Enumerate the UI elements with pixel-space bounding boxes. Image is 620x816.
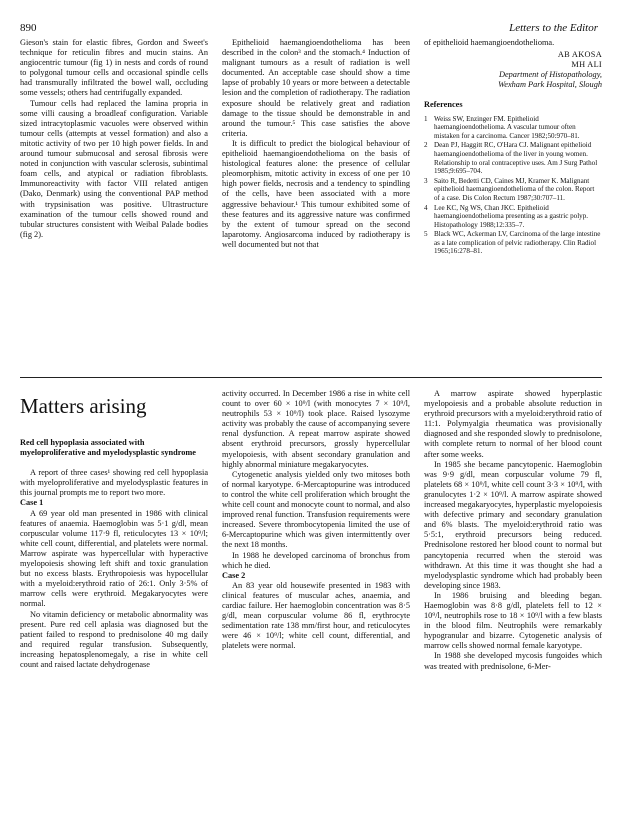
article-title: Red cell hypoplasia associated with myeloproliferative and myelodysplastic syndrome xyxy=(20,438,196,458)
reference-item xyxy=(424,115,602,141)
paragraph: In 1988 she developed mycosis fungoides which was treated with prednisolone, 6-Mer- xyxy=(424,651,602,671)
reference-text: Black WC, Ackerman LV, Carcinoma of the large intestine as a late complication of pelvic radiotherapy. Clin Radiol 1965;16:278–81. xyxy=(434,230,601,256)
case-heading: Case 1 xyxy=(20,498,44,508)
reference-number: 2 xyxy=(424,141,428,150)
section-title: Matters arising xyxy=(20,394,147,418)
paragraph: of epithelioid haemangioendothelioma. xyxy=(424,38,555,47)
reference-item xyxy=(424,204,602,230)
matters-column-1 xyxy=(20,438,208,670)
paragraph: It is difficult to predict the biological behaviour of epithelioid haemangioendothelioma on the basis of histological features alone: the presence of cellular pleomorphism, mitotic activity in excess of one per 10 high power fields, necrosis and a tendency to spindling of the cells, have been associated with a more aggressive behaviour.¹ This tumour exhibited some of these features and its aggressive nature was confirmed by the extent of tumour spread on the second laparotomy. Angiosarcoma induced by radiotherapy is well documented but not that xyxy=(222,138,410,249)
author-affiliation: Wexham Park Hospital, Slough xyxy=(498,80,602,90)
page-number: 890 xyxy=(20,22,37,34)
reference-text: Dean PJ, Haggitt RC, O'Hara CJ. Malignant epithelioid haemangioendothelioma of the liver in young women. Relationship to oral contraceptive uses. Am J Surg Pathol 1985;9:695–704. xyxy=(434,141,598,176)
author-name: MH ALI xyxy=(571,60,602,70)
paragraph: Cytogenetic analysis yielded only two mitoses both of normal karyotype. 6-Mercaptopurine was introduced to control the white cell proliferation which brought the white cell count and monocyte count to normal, and also improved renal function. Transfusion requirements were increased. Severe thrombocytopenia limited the use of 6-Mercaptopurine which was given intermittently over the next 18 months. xyxy=(222,469,411,550)
letter-column-1 xyxy=(20,38,208,240)
reference-item xyxy=(424,177,602,203)
letter-column-2 xyxy=(222,38,410,250)
reference-item xyxy=(424,230,602,256)
matters-column-2 xyxy=(222,389,410,651)
section-divider xyxy=(20,377,602,378)
letter-column-3 xyxy=(424,38,602,257)
reference-item xyxy=(424,141,602,175)
paragraph: A 69 year old man presented in 1986 with clinical features of anaemia. Haemoglobin was 5·1 g/dl, mean corpuscular volume 117·9 fl, reticulocytes 13 × 10⁹/l; white cell count, differential, and platelets were normal. Marrow aspirate was hypercellular with hyperactive myelopoiesis showing left shift and toxic granulation but no excess blasts. Erythropoiesis was hypocellular with a myeloid:erythroid ratio of 26:1. Only 3·5% of marrow cells were erythroid. Megakaryocytes were normal. xyxy=(20,508,208,609)
author-affiliation: Department of Histopathology, xyxy=(498,70,602,80)
paragraph: An 83 year old housewife presented in 1983 with clinical features of muscular aches, anaemia, and cardiac failure. Her haemoglobin concentration was 8·5 g/dl, mean corpuscular volume 86 fl, erythrocyte sedimentation rate 138 mm/first hour, and reticulocytes were 46 × 10⁹/l; white cell count, differential, and platelets were normal. xyxy=(222,580,410,651)
reference-number: 4 xyxy=(424,203,428,212)
paragraph: Gieson's stain for elastic fibres, Gordon and Sweet's technique for reticulin fibres and mucin stains. An angiocentric tumour (fig 1) in nests and cords of round to polygonal tumour cells and occasional spindle cells had transmurally infiltrated the bowel wall, occluding some vessels; others had centrifugally expanded. xyxy=(20,38,208,98)
paragraph: Epithelioid haemangioendothelioma has been described in the colon³ and the stomach.⁴ Induction of malignant tumours as a result of radiation is well documented. An acceptable case should show a time lapse of probably 10 years or more between a detectable lesion and the completion of radiotherapy. The radiation exposure should be relatively great and radiation damage to the tissue should be demonstrable in and around the tumour.⁵ This case satisfies the above criteria. xyxy=(222,38,410,138)
reference-text: Saito R, Bedetti CD, Caines MJ, Kramer K. Malignant epithelioid haemangioendothelioma of the colon. Report of a case. Dis Colon Rectum 1987;30:707–11. xyxy=(434,176,595,202)
reference-number: 3 xyxy=(424,176,428,185)
author-name: AB AKOSA xyxy=(557,50,602,60)
paragraph: A report of three cases¹ showing red cell hypoplasia with myeloproliferative and myelodysplastic features in this journal prompts me to report two more. xyxy=(20,468,208,498)
paragraph: In 1985 she became pancytopenic. Haemoglobin was 9·9 g/dl, mean corpuscular volume 79 fl, platelets 68 × 10⁹/l, white cell count 3·3 × 10⁹/l, with granulocytes 1·2 × 10⁹/l. A marrow aspirate showed increased megakaryocytes, hyperplastic myelopoiesis with defective primary and secondary granulation and 6% blasts. The myeloid:erythroid ratio was 5·5:1, erythroid precursors being reduced. Prednisolone restored her blood count to normal but pancytopenia recurred when the steroid was withdrawn. At this time it was thought she had a myelodysplastic syndrome which had probably been developing since 1983. xyxy=(424,459,602,590)
reference-text: Lee KC, Ng WS, Chan JKC. Epithelioid haemangioendothelioma presenting as a gastric polyp. Histopathology 1988;12:335–7. xyxy=(434,203,589,229)
running-title: Letters to the Editor xyxy=(509,22,598,34)
paragraph: In 1988 he developed carcinoma of bronchus from which he died. xyxy=(222,550,410,570)
paragraph: A marrow aspirate showed hyperplastic myelopoiesis and a probable absolute reduction in erythroid precursors with a myeloid:erythroid ratio of 11:1. Polymyalgia rheumatica was provisionally diagnosed and she responded slowly to prednisolone, with complete return to normal of her blood count after some weeks. xyxy=(424,389,602,459)
reference-number: 1 xyxy=(424,114,428,123)
reference-number: 5 xyxy=(424,230,428,239)
references-heading: References xyxy=(424,100,463,110)
signature-block xyxy=(424,50,602,90)
paragraph: Tumour cells had replaced the lamina propria in some villi causing a broadleaf configuration. Variable sized intracytoplasmic vacuoles were observed within tumour cells (attempts at vessel formation) and also a mitotic activity of two per 10 high power fields. In and around tumour submucosal and serosal fibrosis were noted in conjunction with vascular sclerosis, subintimal foam cells, and atypical or radiation fibroblasts. Immunoreactivity with factor VIII related antigen (Dako, Denmark) using the conventional PAP method with trypsinisation was positive. Ultrastructure examination of the tumour cells showed round and tubular structures consistent with Weibal Palade bodies (fig 2). xyxy=(20,98,208,239)
reference-list xyxy=(424,115,602,257)
paragraph: No vitamin deficiency or metabolic abnormality was present. Pure red cell aplasia was diagnosed but the patient failed to respond to prednisolone 40 mg daily and required regular transfusion. Subsequently, increasing hepatosplenomegaly, a rise in white cell count and raised lactate dehydrogenase xyxy=(20,609,208,669)
paragraph: In 1986 bruising and bleeding began. Haemoglobin was 8·8 g/dl, platelets fell to 12 × 10⁹/l, neutrophils rose to 18 × 10⁹/l with a few blasts in the blood film. Neutrophils were remarkably hypogranular and bizarre. Cytogenetic analysis of marrow cells showed normal female karyotype. xyxy=(424,590,602,651)
matters-column-3 xyxy=(424,389,602,672)
paragraph: activity occurred. In December 1986 a rise in white cell count to over 60 × 10⁹/l (with monocytes 7 × 10⁹/l, neutrophils 53 × 10⁹/l) took place. Raised lysozyme activity was probably the cause of accompanying severe renal dysfunction. A repeat marrow aspirate showed absent erythroid precursors, grossly hypercellular myelopoiesis, with absent secondary granulation and highly abnormal miniature megakaryocytes. xyxy=(222,389,410,469)
reference-text: Weiss SW, Enzinger FM. Epithelioid haemangioendothelioma. A vascular tumour often mistaken for a carcinoma. Cancer 1982;50:970–81. xyxy=(434,114,580,140)
case-heading: Case 2 xyxy=(222,570,246,580)
